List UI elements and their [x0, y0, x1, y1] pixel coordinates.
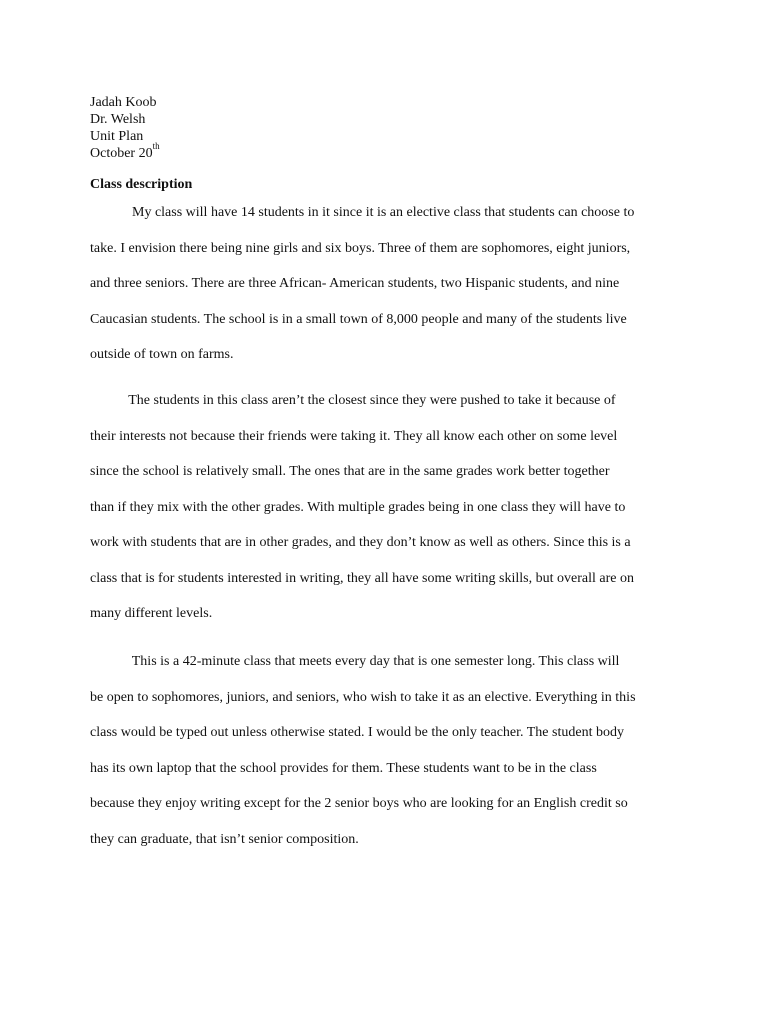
teacher-name: Dr. Welsh: [90, 112, 146, 127]
paragraph-line: take. I envision there being nine girls and six boys. Three of them are sophomores, eight juniors,: [90, 240, 631, 256]
paragraph-line: than if they mix with the other grades. With multiple grades being in one class they will have to: [90, 499, 626, 515]
document-header: [90, 94, 160, 162]
paragraph-line: Caucasian students. The school is in a small town of 8,000 people and many of the students live: [90, 311, 627, 327]
paragraph-line: class would be typed out unless otherwise stated. I would be the only teacher. The student body: [90, 725, 624, 740]
paragraph-line: their interests not because their friends were taking it. They all know each other on some level: [90, 428, 618, 444]
section-heading: Class description: [90, 177, 193, 192]
paragraph-line: class that is for students interested in writing, they all have some writing skills, but overall are on: [90, 570, 634, 586]
author-name: Jadah Koob: [90, 95, 157, 110]
document-date: [90, 141, 160, 162]
paragraph-line: be open to sophomores, juniors, and seniors, who wish to take it as an elective. Everything in this: [90, 689, 636, 705]
paragraph-line: work with students that are in other grades, and they don’t know as well as others. Since this is a: [90, 535, 631, 550]
paragraph-line: they can graduate, that isn’t senior composition.: [90, 831, 359, 847]
paragraph-line: This is a 42-minute class that meets every day that is one semester long. This class will: [90, 654, 620, 669]
paragraph-2: [90, 392, 690, 641]
paragraph-line: since the school is relatively small. The ones that are in the same grades work better together: [90, 464, 610, 479]
assignment-title: Unit Plan: [90, 129, 144, 144]
paragraph-3: [90, 653, 690, 866]
paragraph-line: has its own laptop that the school provides for them. These students want to be in the class: [90, 760, 597, 776]
date-text: October 20: [90, 146, 153, 161]
paragraph-line: many different levels.: [90, 606, 213, 621]
paragraph-line: My class will have 14 students in it since it is an elective class that students can choose to: [90, 205, 635, 220]
paragraph-line: The students in this class aren’t the closest since they were pushed to take it because of: [90, 393, 616, 408]
date-ordinal-suffix: th: [152, 141, 160, 152]
paragraph-line: outside of town on farms.: [90, 347, 234, 362]
paragraph-line: because they enjoy writing except for the 2 senior boys who are looking for an English credit so: [90, 796, 628, 811]
paragraph-1: [90, 204, 690, 382]
paragraph-line: and three seniors. There are three African- American students, two Hispanic students, and nine: [90, 276, 620, 291]
